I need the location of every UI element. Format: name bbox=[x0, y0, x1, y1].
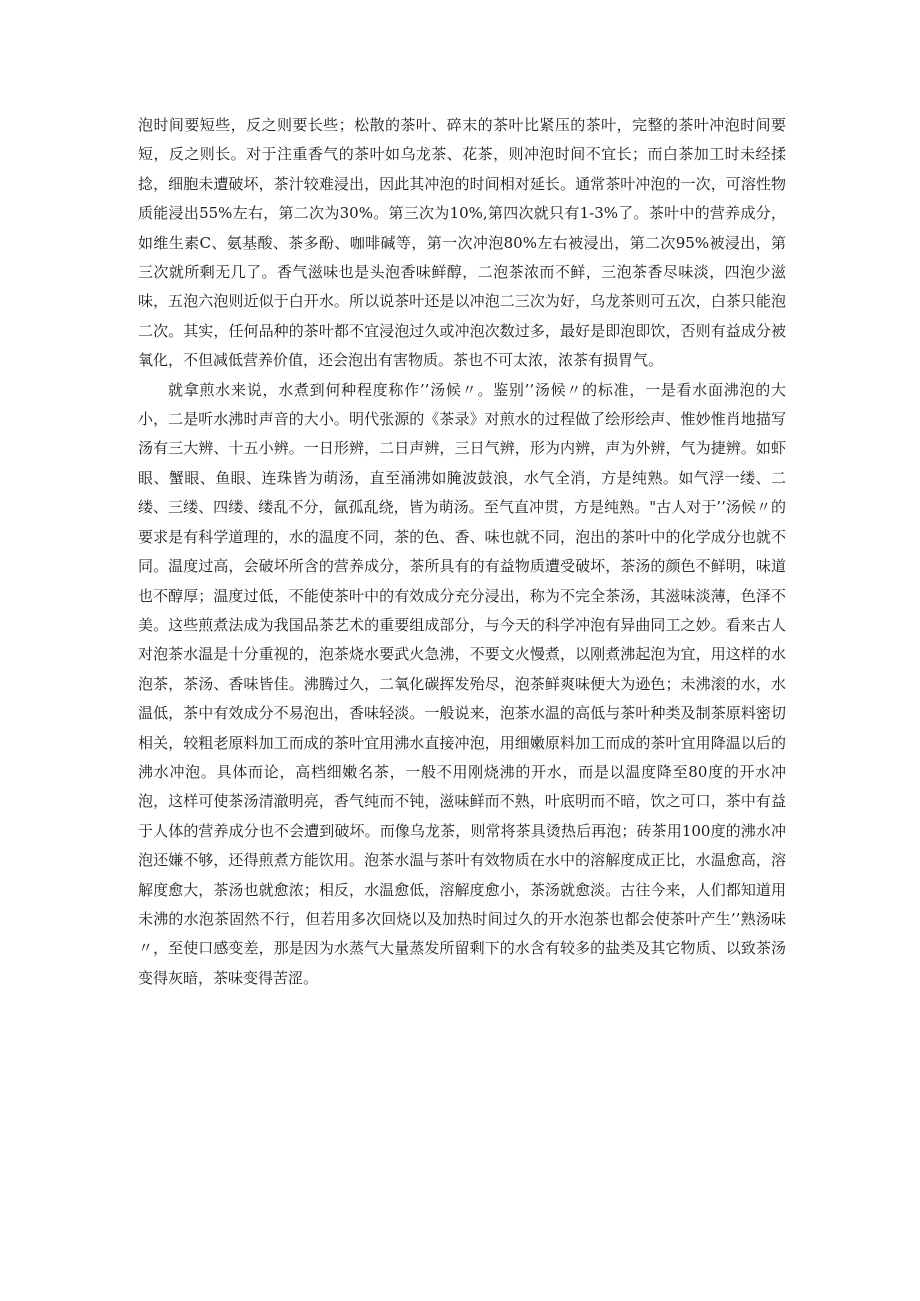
paragraph-water-boiling: 就拿煎水来说，水煮到何种程度称作’’汤候〃。鉴别’’汤候〃的标准，一是看水面沸泡的大小，二是听水沸时声音的大小。明代张源的《茶录》对煎水的过程做了绘形绘声、惟妙惟肖地描写汤有三大辨、十五小辨。一日形辨，二日声辨，三日气辨，形为内辨，声为外辨，气为捷辨。如虾眼、蟹眼、鱼眼、连珠皆为萌汤，直至涌沸如腌波鼓浪，水气全消，方是纯熟。如气浮一缕、二缕、三缕、四缕、缕乱不分，氤孤乱绕，皆为萌汤。至气直冲贯，方是纯熟。"古人对于’’汤候〃的要求是有科学道理的，水的温度不同，茶的色、香、味也就不同，泡出的茶叶中的化学成分也就不同。温度过高，会破坏所含的营养成分，茶所具有的有益物质遭受破坏，茶汤的颜色不鲜明，味道也不醇厚；温度过低，不能使茶叶中的有效成分充分浸出，称为不完全茶汤，其滋味淡薄，色泽不美。这些煎煮法成为我国品茶艺术的重要组成部分，与今天的科学冲泡有异曲同工之妙。看来古人对泡茶水温是十分重视的，泡茶烧水要武火急沸，不要文火慢煮，以刚煮沸起泡为宜，用这样的水泡茶，茶汤、香味皆佳。沸腾过久，二氧化碳挥发殆尽，泡茶鲜爽味便大为逊色；未沸滚的水，水温低，茶中有效成分不易泡出，香味轻淡。一般说来，泡茶水温的高低与茶叶种类及制茶原料密切相关，较粗老原料加工而成的茶叶宜用沸水直接冲泡，用细嫩原料加工而成的茶叶宜用降温以后的沸水冲泡。具体而论，高档细嫩名茶，一般不用刚烧沸的开水，而是以温度降至80度的开水冲泡，这样可使茶汤清澈明亮，香气纯而不钝，滋味鲜而不熟，叶底明而不暗，饮之可口，茶中有益于人体的营养成分也不会遭到破坏。而像乌龙茶，则常将茶具烫热后再泡；砖茶用100度的沸水冲泡还嫌不够，还得煎煮方能饮用。泡茶水温与茶叶有效物质在水中的溶解度成正比，水温愈高，溶解度愈大，茶汤也就愈浓；相反，水温愈低，溶解度愈小，茶汤就愈淡。古往今来，人们都知道用未沸的水泡茶固然不行，但若用多次回烧以及加热时间过久的开水泡茶也都会使茶叶产生’’熟汤味〃，至使口感变差，那是因为水蒸气大量蒸发所留剩下的水含有较多的盐类及其它物质、以致茶汤变得灰暗，茶味变得苦涩。 bbox=[138, 380, 786, 987]
body-text bbox=[138, 111, 786, 993]
paragraph-brewing-time: 泡时间要短些，反之则要长些；松散的茶叶、碎末的茶叶比紧压的茶叶，完整的茶叶冲泡时间要短，反之则长。对于注重香气的茶叶如乌龙茶、花茶，则冲泡时间不宜长；而白茶加工时未经揉捻，细胞未遭破坏，茶汁较难浸出，因此其冲泡的时间相对延长。通常茶叶冲泡的一次，可溶性物质能浸出55%左右，第二次为30%。第三次为10%,第四次就只有1-3%了。茶叶中的营养成分，如维生素C、氨基酸、茶多酚、咖啡碱等，第一次冲泡80%左右被浸出，第二次95%被浸出，第三次就所剩无几了。香气滋味也是头泡香味鲜醇，二泡茶浓而不鲜，三泡茶香尽味淡，四泡少滋味，五泡六泡则近似于白开水。所以说茶叶还是以冲泡二三次为好，乌龙茶则可五次，白茶只能泡二次。其实，任何品种的茶叶都不宜浸泡过久或冲泡次数过多，最好是即泡即饮，否则有益成分被氧化，不但减低营养价值，还会泡出有害物质。茶也不可太浓，浓茶有损胃气。 bbox=[138, 116, 786, 370]
